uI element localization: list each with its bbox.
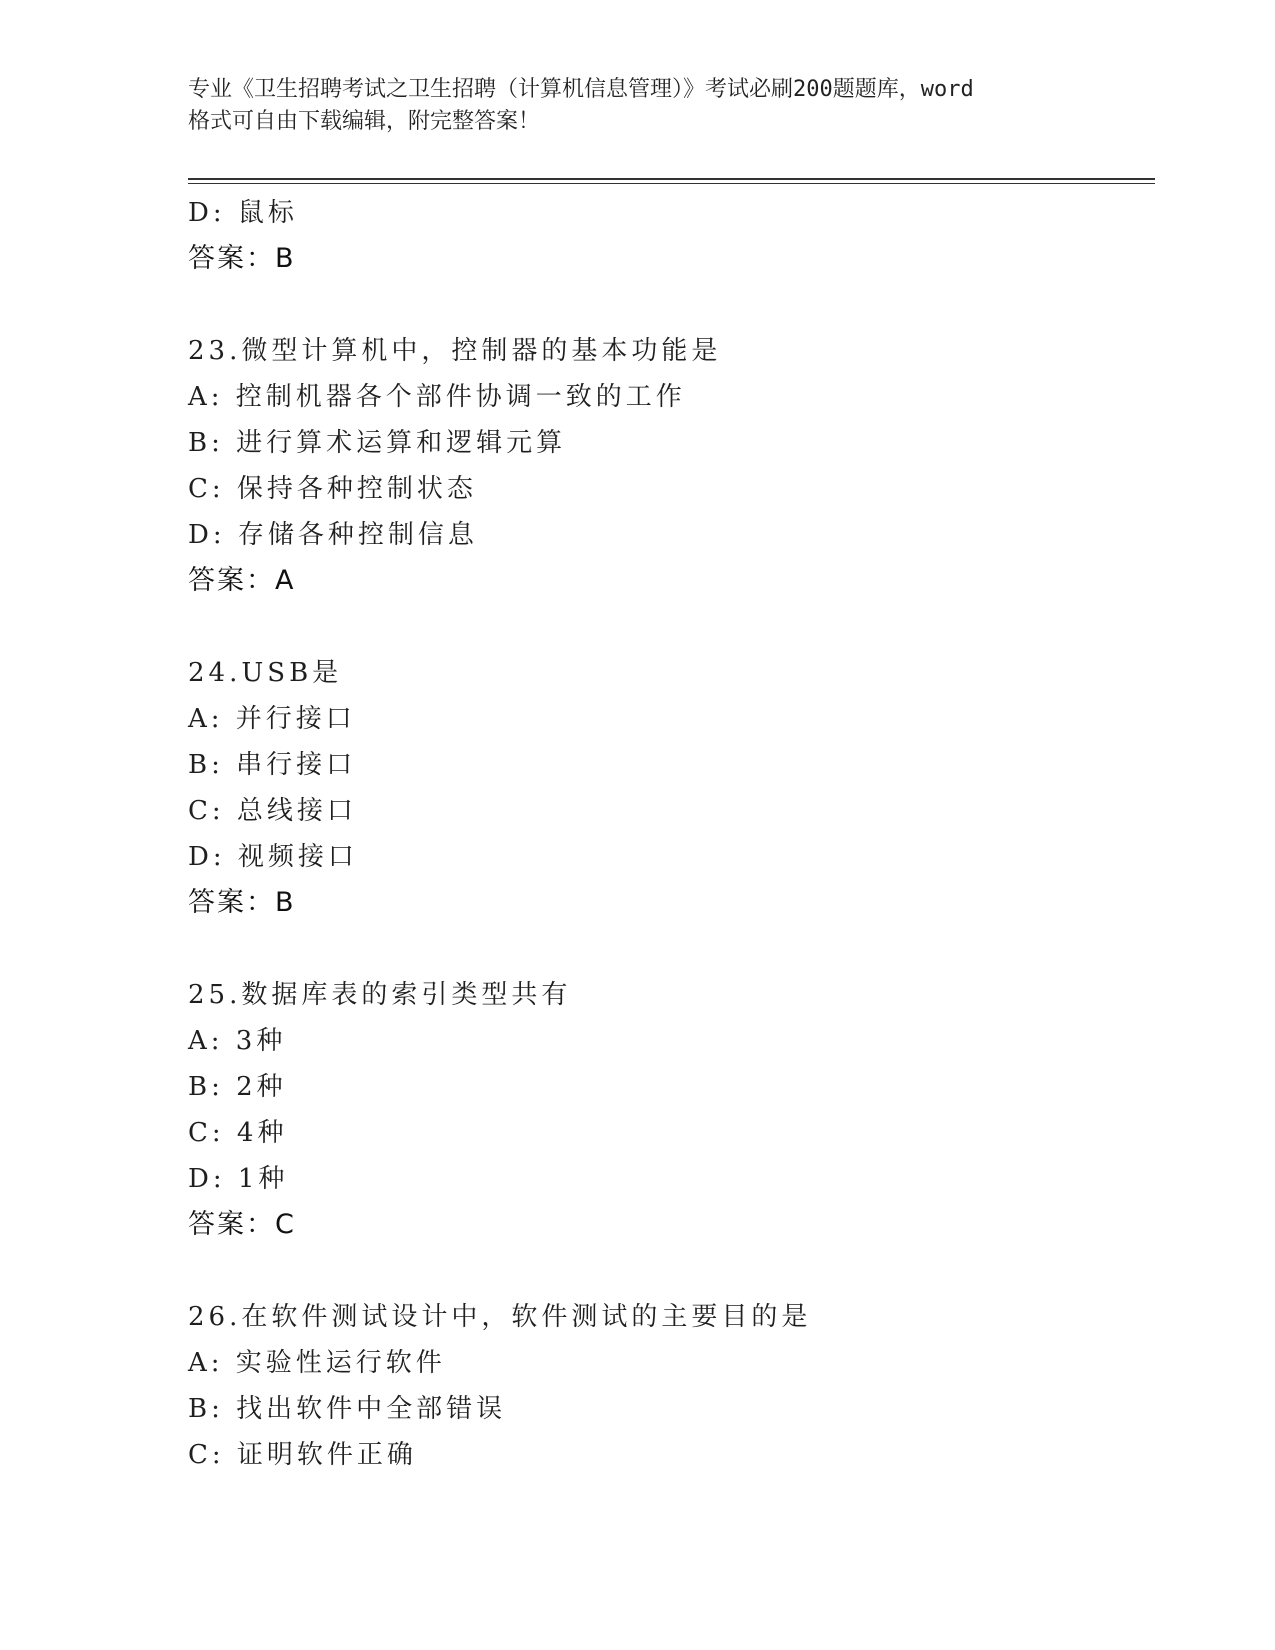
option-a: A: 控制机器各个部件协调一致的工作 xyxy=(188,382,686,412)
option-d: D: 1种 xyxy=(188,1164,289,1194)
answer: 答案：C xyxy=(188,1209,296,1240)
option-b: B: 进行算术运算和逻辑元算 xyxy=(188,428,567,458)
question-list xyxy=(188,190,1148,1478)
page-header xyxy=(188,74,1088,138)
option-a: A: 实验性运行软件 xyxy=(188,1348,446,1378)
option-b: B: 找出软件中全部错误 xyxy=(188,1394,507,1424)
answer: 答案：A xyxy=(188,565,296,596)
option-c: C: 证明软件正确 xyxy=(188,1440,417,1470)
header-line-1: 专业《卫生招聘考试之卫生招聘（计算机信息管理）》考试必刷200题题库，word xyxy=(188,77,974,102)
option-d: D: 存储各种控制信息 xyxy=(188,520,478,550)
option-c: C: 4种 xyxy=(188,1118,288,1148)
option-a: A: 3种 xyxy=(188,1026,287,1056)
option-d: D: 视频接口 xyxy=(188,842,358,872)
option-b: B: 串行接口 xyxy=(188,750,357,780)
spacer xyxy=(188,1248,1148,1294)
header-rule-thin xyxy=(188,183,1155,184)
spacer xyxy=(188,926,1148,972)
header-line-2: 格式可自由下载编辑，附完整答案！ xyxy=(188,109,541,134)
answer: 答案：B xyxy=(188,887,296,918)
question-stem: 25.数据库表的索引类型共有 xyxy=(188,980,572,1010)
question-stem: 26.在软件测试设计中，软件测试的主要目的是 xyxy=(188,1302,812,1332)
spacer xyxy=(188,282,1148,328)
question-23 xyxy=(188,328,1148,604)
question-25 xyxy=(188,972,1148,1248)
option-c: C: 总线接口 xyxy=(188,796,357,826)
option-b: B: 2种 xyxy=(188,1072,287,1102)
prev-option-d: D: 鼠标 xyxy=(188,198,298,228)
question-stem: 23.微型计算机中，控制器的基本功能是 xyxy=(188,336,722,366)
option-c: C: 保持各种控制状态 xyxy=(188,474,477,504)
option-a: A: 并行接口 xyxy=(188,704,356,734)
prev-answer: 答案：B xyxy=(188,243,296,274)
question-stem: 24.USB是 xyxy=(188,658,343,688)
spacer xyxy=(188,604,1148,650)
header-rule-thick xyxy=(188,178,1155,180)
question-26 xyxy=(188,1294,1148,1478)
question-24 xyxy=(188,650,1148,926)
